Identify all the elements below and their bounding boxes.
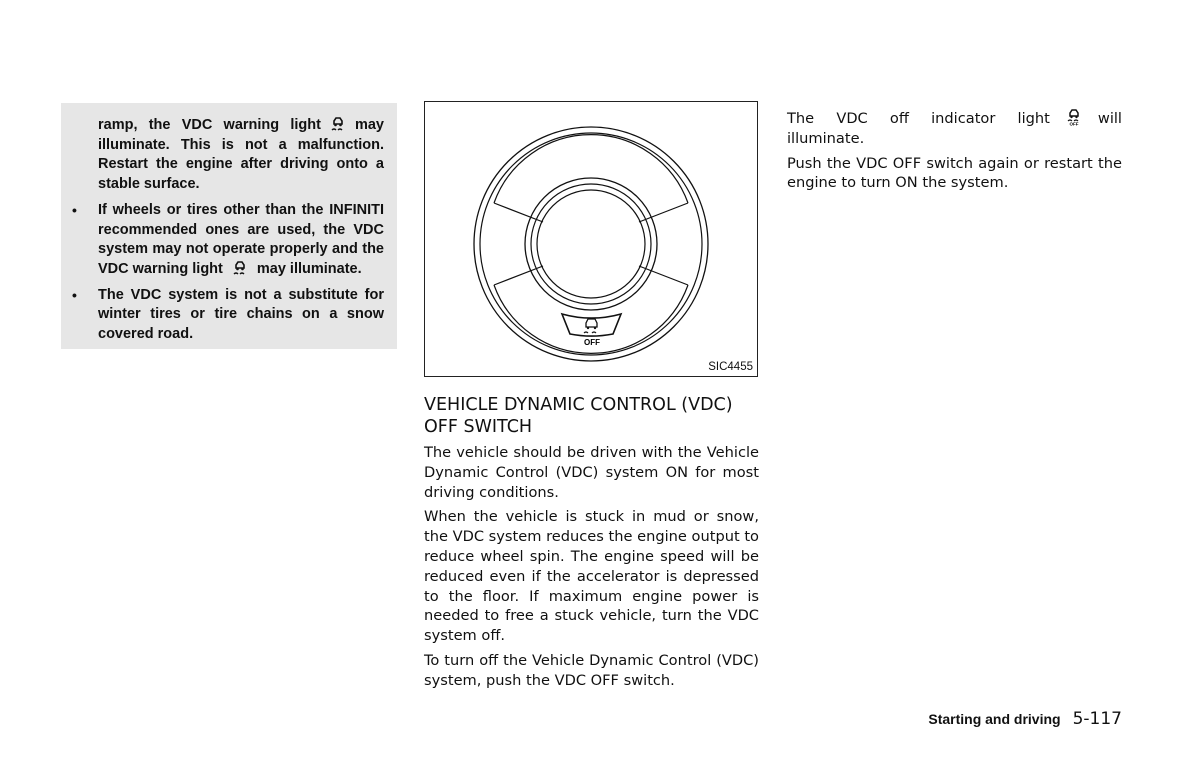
section-heading: VEHICLE DYNAMIC CONTROL (VDC) OFF SWITCH bbox=[424, 395, 733, 437]
body-paragraph: The VDC off indicator light OFF will illuminate. bbox=[787, 110, 1122, 147]
right-column bbox=[787, 108, 1122, 198]
page-footer bbox=[928, 709, 1122, 729]
vdc-warning-icon bbox=[329, 116, 347, 132]
switch-off-label: OFF bbox=[584, 338, 600, 347]
vdc-switch-illustration bbox=[425, 102, 759, 378]
warning-text bbox=[98, 116, 384, 351]
warning-paragraph: ramp, the VDC warning light may illuminate. This is not a malfunction. Restart the engine after driving onto a stable surface. bbox=[98, 117, 384, 193]
icon-off-text: OFF bbox=[1069, 121, 1079, 126]
body-paragraph: When the vehicle is stuck in mud or snow, the VDC system reduces the engine output to reduce wheel spin. The engine speed will be reduced even if the accelerator is depressed to the floor. If maximum engine power is needed to free a stuck vehicle, turn the VDC system off. bbox=[424, 508, 759, 645]
footer-section: Starting and driving bbox=[928, 711, 1061, 727]
body-paragraph: Push the VDC OFF switch again or restart the engine to turn ON the system. bbox=[787, 154, 1122, 192]
vdc-off-icon bbox=[1066, 108, 1082, 126]
bullet-item: • The VDC system is not a substitute for winter tires or tire chains on a snow covered road. bbox=[98, 286, 384, 345]
vdc-warning-icon bbox=[231, 260, 249, 276]
vdc-off-icon bbox=[584, 319, 597, 333]
figure-code: SIC4455 bbox=[708, 361, 753, 373]
body-paragraph: To turn off the Vehicle Dynamic Control (VDC) system, push the VDC OFF switch. bbox=[424, 651, 759, 689]
body-paragraph: The vehicle should be driven with the Vehicle Dynamic Control (VDC) system ON for most driving conditions. bbox=[424, 444, 759, 501]
bullet-item: • If wheels or tires other than the INFINITI recommended ones are used, the VDC system may not operate properly and the VDC warning light may illuminate. bbox=[98, 201, 384, 280]
section-body bbox=[424, 443, 759, 696]
page-number: 5-117 bbox=[1072, 709, 1122, 729]
vdc-switch-figure bbox=[424, 101, 758, 377]
